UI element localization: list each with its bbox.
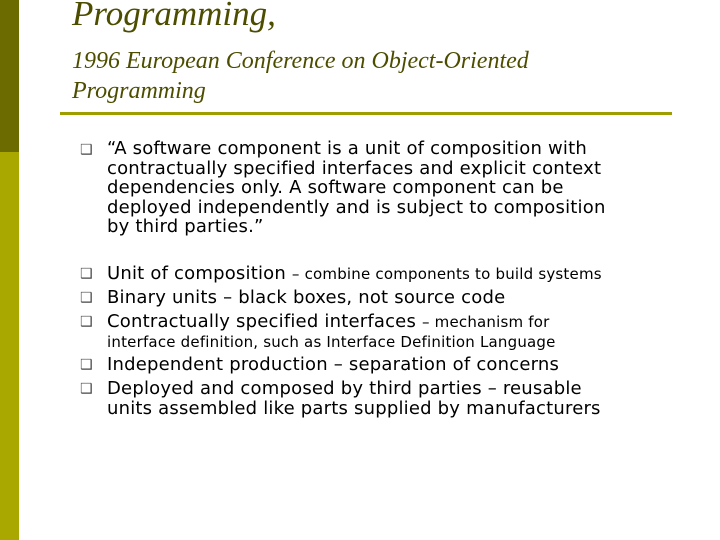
item-detail: – combine components to build systems: [291, 265, 602, 283]
bullet-icon: ❑: [80, 142, 93, 158]
item-main: Unit of composition: [107, 263, 292, 284]
title-divider: [60, 112, 672, 115]
title-conference-cont: Programming: [72, 78, 206, 104]
list-item-independent-production: [107, 355, 559, 375]
item-main: Binary units – black boxes, not source code: [107, 287, 506, 308]
bullet-icon: ❑: [80, 290, 93, 306]
quote-line: dependencies only. A software component can be: [107, 177, 564, 198]
quote-line: by third parties.”: [107, 216, 264, 237]
sidebar-accent-light: [0, 152, 19, 540]
item-main: Contractually specified interfaces: [107, 311, 422, 332]
bullet-icon: ❑: [80, 357, 93, 373]
item-detail-cont: interface definition, such as Interface Definition Language: [107, 332, 556, 351]
list-item-binary-units: [107, 288, 505, 308]
slide-title-line-1: Programming,: [72, 0, 276, 33]
slide-title-line-2: [72, 46, 712, 106]
definition-quote: [107, 139, 606, 237]
quote-line: “A software component is a unit of composition with: [107, 138, 587, 159]
quote-line: deployed independently and is subject to composition: [107, 196, 606, 218]
list-item-unit-of-composition: [107, 264, 602, 285]
item-detail: – mechanism for: [421, 313, 550, 331]
sidebar-accent-dark: [0, 0, 19, 152]
item-main: Deployed and composed by third parties – reusable: [107, 378, 582, 399]
bullet-icon: ❑: [80, 314, 93, 330]
list-item-contractual-interfaces: [107, 312, 556, 352]
bullet-icon: ❑: [80, 266, 93, 282]
list-item-deployed-composed: [107, 379, 601, 418]
title-conference: 1996 European Conference on Object-Oriented: [72, 48, 529, 74]
quote-line: contractually specified interfaces and explicit context: [107, 157, 602, 179]
bullet-icon: ❑: [80, 381, 93, 397]
item-main-cont: units assembled like parts supplied by manufacturers: [107, 397, 601, 419]
item-main: Independent production – separation of concerns: [107, 354, 560, 375]
